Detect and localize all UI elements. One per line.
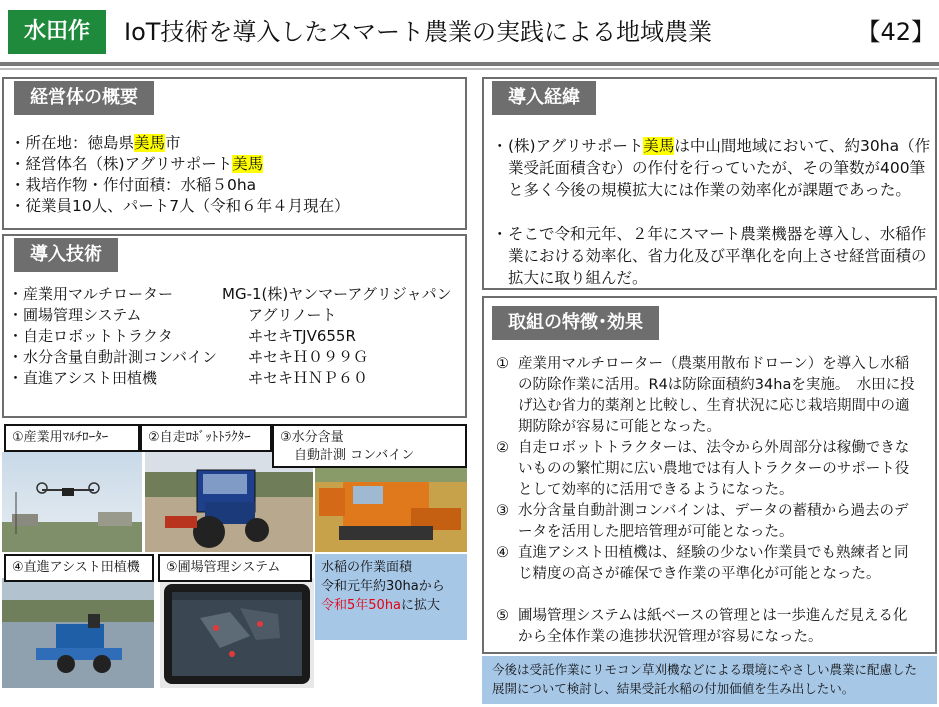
page-number: 【42】: [856, 18, 935, 46]
history-item: ・ (株)アグリサポート美馬は中山間地域において、約30ha（作業受託面積含む）の作付を行っていたが、その筆数が400筆と多く今後の規模拡大には作業の効率化が課題であった。: [492, 137, 931, 199]
photo-label-drone: ①産業用ﾏﾙﾁﾛｰﾀｰ: [4, 424, 140, 452]
caption-line: 令和5年50haに拡大: [321, 598, 441, 613]
category-tag: 水田作: [8, 10, 106, 54]
photo-caption: [315, 554, 467, 640]
overview-panel: [2, 77, 467, 230]
history-title: 導入経緯: [492, 81, 596, 115]
feature-item: ④ 直進アシスト田植機は、経験の少ない作業員でも熟練者と同じ精度の高さが確保でき作業の平準化が可能となった。: [496, 545, 909, 582]
tech-item: ・自走ロボットトラクタ: [8, 327, 173, 345]
header: [0, 0, 939, 62]
tech-panel: [2, 234, 467, 418]
feature-item: ② 自走ロボットトラクターは、法令から外周部分は稼働できないものの繁忙期に広い農地では有人トラクターのサポート役として効率的に活用できるようになった。: [496, 440, 910, 498]
tech-title: 導入技術: [14, 238, 118, 272]
caption-line: 令和元年約30haから: [321, 579, 445, 594]
photo-label-tractor: ②自走ﾛﾎﾞｯﾄﾄﾗｸﾀｰ: [140, 424, 272, 452]
history-item: ・ そこで令和元年、２年にスマート農業機器を導入し、水稲作業における効率化、省力化及び平準化を向上させ経営面積の拡大に取り組んだ。: [492, 225, 927, 287]
photo-label-combine: [272, 424, 467, 468]
header-divider-thin: [0, 68, 939, 70]
history-panel: [482, 77, 937, 290]
photo-label-combine-line2: 自動計測 コンバイン: [294, 448, 415, 463]
farm-management-tablet-photo: [160, 578, 314, 688]
tech-item: ・圃場管理システム: [8, 306, 142, 324]
overview-list: [10, 133, 350, 217]
overview-item: ・所在地：徳島県美馬市: [10, 134, 181, 152]
photo-label-system: ⑤圃場管理システム: [158, 554, 312, 582]
tech-item: ・水分含量自動計測コンバイン: [8, 348, 217, 366]
tech-item-value: ヰセキＨＮＰ６０: [248, 369, 369, 387]
features-panel: [482, 296, 937, 654]
feature-item: ① 産業用マルチローター（農薬用散布ドローン）を導入し水稲の防除作業に活用。R4は防除面積約34haを実施。 水田に投げ込む省力的薬剤と比較し、生育状況に応じ栽培期間中の適期防除が容易に可能となった。: [496, 356, 915, 435]
overview-item: ・従業員10人、パート7人（令和６年４月現在）: [10, 197, 350, 215]
feature-item: ③ 水分含量自動計測コンバインは、データの蓄積から過去のデータを活用した肥培管理が可能となった。: [496, 503, 909, 540]
tech-item-value: ヰセキＨ０９９Ｇ: [248, 348, 369, 366]
caption-line: 水稲の作業面積: [321, 560, 413, 575]
overview-item: ・経営体名（株)アグリサポート美馬: [10, 155, 264, 173]
overview-item: ・栽培作物・作付面積：水稲５0ha: [10, 176, 257, 194]
drone-photo: [2, 452, 142, 552]
page-title: IoT技術を導入したスマート農業の実践による地域農業: [124, 18, 712, 46]
photo-label-combine-line1: ③水分含量: [280, 430, 344, 445]
rice-planter-photo: [2, 578, 154, 688]
tech-item-value: ヰセキTJV655R: [248, 327, 356, 345]
feature-item: ⑤ 圃場管理システムは紙ベースの管理とは一歩進んだ見える化から全体作業の進捗状況管理が容易になった。: [496, 608, 908, 645]
tech-item-value: アグリノート: [248, 306, 337, 324]
header-divider: [0, 62, 939, 66]
photo-label-planter: ④直進アシスト田植機: [4, 554, 154, 582]
tech-item: ・直進アシスト田植機: [8, 369, 157, 387]
tech-item-value: MG-1(株)ヤンマーアグリジャパン: [222, 285, 452, 303]
future-plan-note: 今後は受託作業にリモコン草刈機などによる環境にやさしい農業に配慮した展開について検討し、結果受託水稲の付加価値を生み出したい。: [482, 656, 937, 704]
tech-item: ・産業用マルチローター: [8, 285, 174, 303]
overview-title: 経営体の概要: [14, 81, 154, 115]
combine-photo: [315, 468, 467, 552]
features-title: 取組の特徴･効果: [492, 306, 659, 340]
